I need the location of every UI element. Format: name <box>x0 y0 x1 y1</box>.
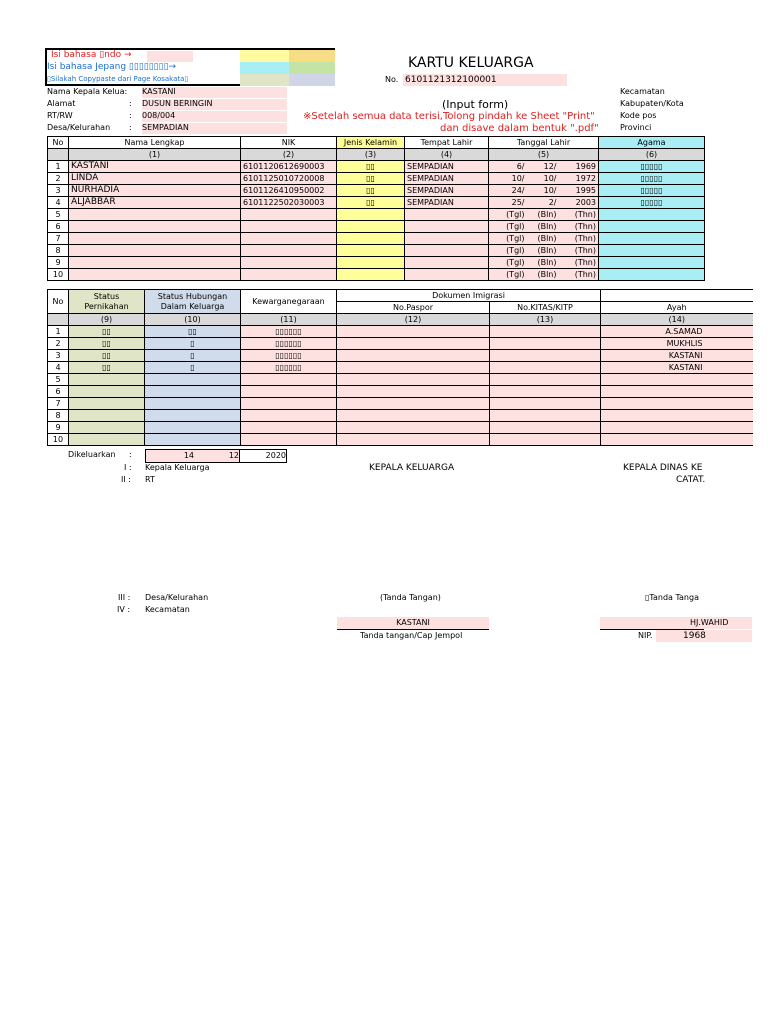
cell-tempat[interactable] <box>405 233 489 245</box>
cell-paspor[interactable] <box>337 398 490 410</box>
head-right-2: Kabupaten/Kota <box>620 99 684 108</box>
cell-y[interactable]: 1969 <box>559 161 599 173</box>
cell-y[interactable]: (Thn) <box>559 221 599 233</box>
cell-jk[interactable] <box>337 245 405 257</box>
cell-jk[interactable] <box>337 269 405 281</box>
cell-agama[interactable]: ▯▯▯▯▯ <box>599 185 705 197</box>
status-row <box>48 350 753 362</box>
cell-kitas[interactable] <box>490 398 601 410</box>
cell-warga[interactable]: ▯▯▯▯▯▯ <box>241 338 337 350</box>
legend-box <box>45 48 335 86</box>
cell-agama[interactable] <box>599 233 705 245</box>
cell-nik[interactable] <box>241 269 337 281</box>
cell-paspor[interactable] <box>337 374 490 386</box>
cell-warga[interactable] <box>241 434 337 446</box>
cell-jk[interactable]: ▯▯ <box>337 185 405 197</box>
cell-ayah[interactable]: KASTANI <box>601 350 753 362</box>
kepala-dinas-title: KEPALA DINAS KE <box>623 463 703 473</box>
cell-no: 5 <box>48 374 69 386</box>
cell-hub[interactable]: ▯ <box>145 350 241 362</box>
cell-status[interactable] <box>69 422 145 434</box>
nip-label: NIP. <box>638 631 653 640</box>
cell-jk[interactable]: ▯▯ <box>337 161 405 173</box>
cell-warga[interactable]: ▯▯▯▯▯▯ <box>241 350 337 362</box>
cell-no: 1 <box>48 161 69 173</box>
legend-copypaste: ▯Silakah Copypaste dari Page Kosakata▯ <box>47 75 189 83</box>
col2-dokumen-imigrasi: Dokumen Imigrasi <box>337 290 601 302</box>
tanda-tangan-label: (Tanda Tangan) <box>380 593 441 602</box>
cell-warga[interactable] <box>241 410 337 422</box>
status-row <box>48 434 753 446</box>
cell-nama[interactable]: NURHADIA <box>69 185 241 197</box>
cell-d[interactable]: (Tgl) <box>489 257 527 269</box>
catat-label: CATAT. <box>676 475 706 485</box>
cell-status[interactable]: ▯▯ <box>69 362 145 374</box>
cell-d[interactable]: (Tgl) <box>489 245 527 257</box>
cell-jk[interactable] <box>337 257 405 269</box>
cell-warga[interactable]: ▯▯▯▯▯▯ <box>241 326 337 338</box>
cell-nama[interactable] <box>69 221 241 233</box>
cell-nama[interactable] <box>69 209 241 221</box>
cell-tempat[interactable]: SEMPADIAN <box>405 185 489 197</box>
cell-d[interactable]: 24/ <box>489 185 527 197</box>
head-value-1[interactable]: KASTANI <box>142 87 287 99</box>
cell-d[interactable]: (Tgl) <box>489 221 527 233</box>
cell-kitas[interactable] <box>490 350 601 362</box>
cell-kitas[interactable] <box>490 422 601 434</box>
cell-m[interactable]: 12/ <box>527 161 559 173</box>
col-agama: Agama <box>599 137 705 149</box>
cell-y[interactable]: (Thn) <box>559 257 599 269</box>
col2-status-hubungan: Status Hubungan Dalam Keluarga <box>145 290 241 314</box>
head-value-2[interactable]: DUSUN BERINGIN <box>142 99 287 110</box>
cell-paspor[interactable] <box>337 350 490 362</box>
cell-no: 7 <box>48 398 69 410</box>
cell-kitas[interactable] <box>490 326 601 338</box>
cell-nik[interactable] <box>241 257 337 269</box>
issued-day[interactable]: 14 <box>145 449 195 463</box>
cell-nik[interactable]: 6101125010720008 <box>241 173 337 185</box>
issued-month[interactable]: 12 <box>194 449 240 463</box>
cell-nik[interactable]: 6101120612690003 <box>241 161 337 173</box>
member-row <box>48 197 705 209</box>
status-row <box>48 398 753 410</box>
page-title: KARTU KELUARGA <box>408 55 534 71</box>
member-row <box>48 185 705 197</box>
status-row <box>48 386 753 398</box>
cell-no: 6 <box>48 221 69 233</box>
cell-m[interactable]: (Bln) <box>527 209 559 221</box>
cell-status[interactable]: ▯▯ <box>69 350 145 362</box>
cell-hub[interactable] <box>145 434 241 446</box>
cell-m[interactable]: 2/ <box>527 197 559 209</box>
cell-paspor[interactable] <box>337 434 490 446</box>
cell-no: 3 <box>48 185 69 197</box>
cell-kitas[interactable] <box>490 434 601 446</box>
col2-paspor: No.Paspor <box>337 302 490 314</box>
status-row <box>48 374 753 386</box>
cell-nama[interactable] <box>69 245 241 257</box>
col2-status-pernikahan: Status Pernikahan <box>69 290 145 314</box>
cell-hub[interactable] <box>145 386 241 398</box>
cap-jempol-label: Tanda tangan/Cap Jempol <box>360 631 463 640</box>
cell-nama[interactable]: KASTANI <box>69 161 241 173</box>
cell-nama[interactable]: LINDA <box>69 173 241 185</box>
cell-tempat[interactable]: SEMPADIAN <box>405 173 489 185</box>
cell-m[interactable]: (Bln) <box>527 245 559 257</box>
cell-agama[interactable]: ▯▯▯▯▯ <box>599 197 705 209</box>
cell-m[interactable]: (Bln) <box>527 221 559 233</box>
col-jenis-kelamin: Jenis Kelamin <box>337 137 405 149</box>
copy-recipient-3: Desa/Kelurahan <box>145 593 209 602</box>
dikeluarkan-label: Dikeluarkan <box>68 450 116 459</box>
status-row <box>48 326 753 338</box>
cell-hub[interactable] <box>145 374 241 386</box>
legend-japanese: Isi bahasa Jepang ▯▯▯▯▯▯▯▯→ <box>47 62 177 72</box>
official-name[interactable]: HJ.WAHID <box>600 617 752 629</box>
nip-value[interactable]: 1968 <box>656 630 752 642</box>
kk-signature-name[interactable]: KASTANI <box>337 617 489 629</box>
col2-kewarganegaraan: Kewarganegaraan <box>241 290 337 314</box>
cell-paspor[interactable] <box>337 362 490 374</box>
cell-ayah[interactable]: MUKHLIS <box>601 338 753 350</box>
cell-no: 4 <box>48 362 69 374</box>
cell-tempat[interactable] <box>405 221 489 233</box>
head-right-3: Kode pos <box>620 111 657 120</box>
head-label-1: Nama Kepala Kelua: <box>47 87 128 96</box>
kepala-keluarga-title: KEPALA KELUARGA <box>369 463 455 473</box>
cell-paspor[interactable] <box>337 386 490 398</box>
cell-y[interactable]: (Thn) <box>559 233 599 245</box>
cell-m[interactable]: 10/ <box>527 185 559 197</box>
tanda-tangan-right-label: ▯Tanda Tanga <box>645 593 699 602</box>
cell-nama[interactable] <box>69 257 241 269</box>
cell-agama[interactable]: ▯▯▯▯▯ <box>599 161 705 173</box>
cell-no: 8 <box>48 410 69 422</box>
head-value-4[interactable]: SEMPADIAN <box>142 123 287 134</box>
legend-indonesia: Isi bahasa ▯ndo → <box>51 50 132 60</box>
cell-warga[interactable] <box>241 422 337 434</box>
cell-tempat[interactable] <box>405 245 489 257</box>
head-value-3[interactable]: 008/004 <box>142 111 287 122</box>
cell-agama[interactable]: ▯▯▯▯▯ <box>599 173 705 185</box>
cell-no: 3 <box>48 350 69 362</box>
cell-tempat[interactable]: SEMPADIAN <box>405 161 489 173</box>
cell-nama[interactable] <box>69 233 241 245</box>
cell-kitas[interactable] <box>490 386 601 398</box>
member-row <box>48 221 705 233</box>
col-nama: Nama Lengkap <box>69 137 241 149</box>
cell-jk[interactable]: ▯▯ <box>337 173 405 185</box>
member-row <box>48 257 705 269</box>
cell-ayah[interactable] <box>601 434 753 446</box>
status-row <box>48 422 753 434</box>
cell-jk[interactable] <box>337 233 405 245</box>
cell-status[interactable] <box>69 434 145 446</box>
cell-warga[interactable] <box>241 374 337 386</box>
cell-m[interactable]: (Bln) <box>527 269 559 281</box>
cell-agama[interactable] <box>599 245 705 257</box>
cell-hub[interactable] <box>145 410 241 422</box>
cell-status[interactable] <box>69 398 145 410</box>
members-table: No Nama Lengkap NIK Jenis Kelamin Tempat Lahir Tanggal Lahir Agama (1) (2) (3) (4) (5) (6) 1 KASTANI 6101120612690003 ▯▯ SEMPADIAN 6/ 12/ 1969 ▯▯▯▯▯ 2 LINDA 6101125010720008 ▯▯ SEMPADIAN 10/ 10/ 1972 ▯▯▯▯▯ 3 NURHADIA 6101126410950002 ▯▯ SEMPADIAN 24/ 10/ 1995 ▯▯▯▯▯ 4 ALJABBAR 6101122502030003 ▯▯ SEMPADIAN 25/ 2/ 2003 ▯▯▯▯▯ 5 (Tgl) (Bln) (Thn) 6 (Tgl) (Bln) (Thn) 7 (Tgl) (Bln) (Thn) 8 (Tgl) (Bln) (Thn) 9 (Tgl) (Bln) (Thn) 10 (Tgl) (Bln) (Thn) <box>47 136 705 281</box>
cell-m[interactable]: (Bln) <box>527 233 559 245</box>
cell-y[interactable]: (Thn) <box>559 245 599 257</box>
cell-warga[interactable] <box>241 386 337 398</box>
col2-no: No <box>48 290 69 314</box>
cell-nik[interactable] <box>241 245 337 257</box>
cell-tempat[interactable] <box>405 257 489 269</box>
cell-hub[interactable]: ▯ <box>145 338 241 350</box>
cell-ayah[interactable]: KASTANI <box>601 362 753 374</box>
cell-d[interactable]: 6/ <box>489 161 527 173</box>
cell-y[interactable]: 1995 <box>559 185 599 197</box>
cell-no: 2 <box>48 173 69 185</box>
cell-d[interactable]: (Tgl) <box>489 209 527 221</box>
cell-nama[interactable] <box>69 269 241 281</box>
col-tanggal-lahir: Tanggal Lahir <box>489 137 599 149</box>
head-label-3: RT/RW <box>47 111 73 120</box>
member-row <box>48 233 705 245</box>
cell-no: 4 <box>48 197 69 209</box>
copy-recipient-2: RT <box>145 475 155 484</box>
cell-jk[interactable] <box>337 221 405 233</box>
cell-status[interactable]: ▯▯ <box>69 326 145 338</box>
copy-recipient-1: Kepala Keluarga <box>145 463 210 472</box>
head-label-4: Desa/Kelurahan <box>47 123 111 132</box>
cell-ayah[interactable] <box>601 398 753 410</box>
cell-hub[interactable]: ▯▯ <box>145 326 241 338</box>
cell-hub[interactable]: ▯ <box>145 362 241 374</box>
cell-d[interactable]: (Tgl) <box>489 233 527 245</box>
cell-warga[interactable] <box>241 398 337 410</box>
cell-warga[interactable]: ▯▯▯▯▯▯ <box>241 362 337 374</box>
cell-status[interactable] <box>69 410 145 422</box>
cell-paspor[interactable] <box>337 410 490 422</box>
cell-nik[interactable] <box>241 221 337 233</box>
cell-no: 9 <box>48 257 69 269</box>
col-tempat-lahir: Tempat Lahir <box>405 137 489 149</box>
cell-d[interactable]: 10/ <box>489 173 527 185</box>
cell-y[interactable]: (Thn) <box>559 209 599 221</box>
col-no: No <box>48 137 69 149</box>
cell-kitas[interactable] <box>490 410 601 422</box>
cell-kitas[interactable] <box>490 374 601 386</box>
note-line-1: ※Setelah semua data terisi,Tolong pindah ke Sheet "Print" <box>303 111 595 122</box>
cell-no: 9 <box>48 422 69 434</box>
cell-d[interactable]: 25/ <box>489 197 527 209</box>
cell-hub[interactable] <box>145 398 241 410</box>
head-right-1: Kecamatan <box>620 87 665 96</box>
input-form-label: (Input form) <box>442 98 509 111</box>
cell-y[interactable]: 1972 <box>559 173 599 185</box>
cell-no: 8 <box>48 245 69 257</box>
cell-m[interactable]: (Bln) <box>527 257 559 269</box>
cell-tempat[interactable] <box>405 209 489 221</box>
cell-paspor[interactable] <box>337 422 490 434</box>
cell-m[interactable]: 10/ <box>527 173 559 185</box>
cell-status[interactable]: ▯▯ <box>69 338 145 350</box>
cell-status[interactable] <box>69 374 145 386</box>
head-right-4: Provinci <box>620 123 652 132</box>
cell-ayah[interactable] <box>601 374 753 386</box>
cell-agama[interactable] <box>599 221 705 233</box>
cell-y[interactable]: 2003 <box>559 197 599 209</box>
cell-nama[interactable]: ALJABBAR <box>69 197 241 209</box>
kk-number-label: No. <box>385 75 399 84</box>
cell-paspor[interactable] <box>337 326 490 338</box>
cell-no: 7 <box>48 233 69 245</box>
cell-nik[interactable] <box>241 209 337 221</box>
cell-no: 5 <box>48 209 69 221</box>
cell-jk[interactable] <box>337 209 405 221</box>
cell-status[interactable] <box>69 386 145 398</box>
cell-kitas[interactable] <box>490 338 601 350</box>
cell-no: 2 <box>48 338 69 350</box>
copy-recipient-4: Kecamatan <box>145 605 190 614</box>
col-nik: NIK <box>241 137 337 149</box>
cell-tempat[interactable] <box>405 269 489 281</box>
cell-agama[interactable] <box>599 209 705 221</box>
cell-nik[interactable]: 6101122502030003 <box>241 197 337 209</box>
cell-agama[interactable] <box>599 257 705 269</box>
cell-ayah[interactable] <box>601 386 753 398</box>
col2-ayah: Ayah <box>601 302 753 314</box>
cell-nik[interactable]: 6101126410950002 <box>241 185 337 197</box>
note-line-2: dan disave dalam bentuk ".pdf" <box>440 123 599 134</box>
issued-year[interactable]: 2020 <box>240 449 287 463</box>
status-row <box>48 338 753 350</box>
member-row <box>48 173 705 185</box>
cell-no: 6 <box>48 386 69 398</box>
cell-ayah[interactable]: A.SAMAD <box>601 326 753 338</box>
cell-y[interactable]: (Thn) <box>559 269 599 281</box>
cell-nik[interactable] <box>241 233 337 245</box>
cell-no: 10 <box>48 269 69 281</box>
member-row <box>48 245 705 257</box>
member-row <box>48 161 705 173</box>
status-row <box>48 362 753 374</box>
cell-no: 1 <box>48 326 69 338</box>
cell-no: 10 <box>48 434 69 446</box>
cell-paspor[interactable] <box>337 338 490 350</box>
cell-ayah[interactable] <box>601 410 753 422</box>
cell-tempat[interactable]: SEMPADIAN <box>405 197 489 209</box>
cell-hub[interactable] <box>145 422 241 434</box>
kk-number-field[interactable]: 6101121312100001 <box>403 74 567 86</box>
status-table: No Status Pernikahan Status Hubungan Dalam Keluarga Kewarganegaraan Dokumen Imigrasi No.Paspor No.KITAS/KITP Ayah (9) (10) (11) (12) (13) (14) 1 ▯▯ ▯▯ ▯▯▯▯▯▯ A.SAMAD 2 ▯▯ ▯ ▯▯▯▯▯▯ MUKHLIS 3 ▯▯ ▯ ▯▯▯▯▯▯ KASTANI 4 ▯▯ ▯ ▯▯▯▯▯▯ KASTANI 5 6 7 8 9 10 <box>47 289 753 446</box>
cell-d[interactable]: (Tgl) <box>489 269 527 281</box>
status-row <box>48 410 753 422</box>
head-label-2: Alamat <box>47 99 76 108</box>
col2-kitas: No.KITAS/KITP <box>490 302 601 314</box>
cell-jk[interactable]: ▯▯ <box>337 197 405 209</box>
member-row <box>48 269 705 281</box>
member-row <box>48 209 705 221</box>
cell-ayah[interactable] <box>601 422 753 434</box>
cell-agama[interactable] <box>599 269 705 281</box>
cell-kitas[interactable] <box>490 362 601 374</box>
